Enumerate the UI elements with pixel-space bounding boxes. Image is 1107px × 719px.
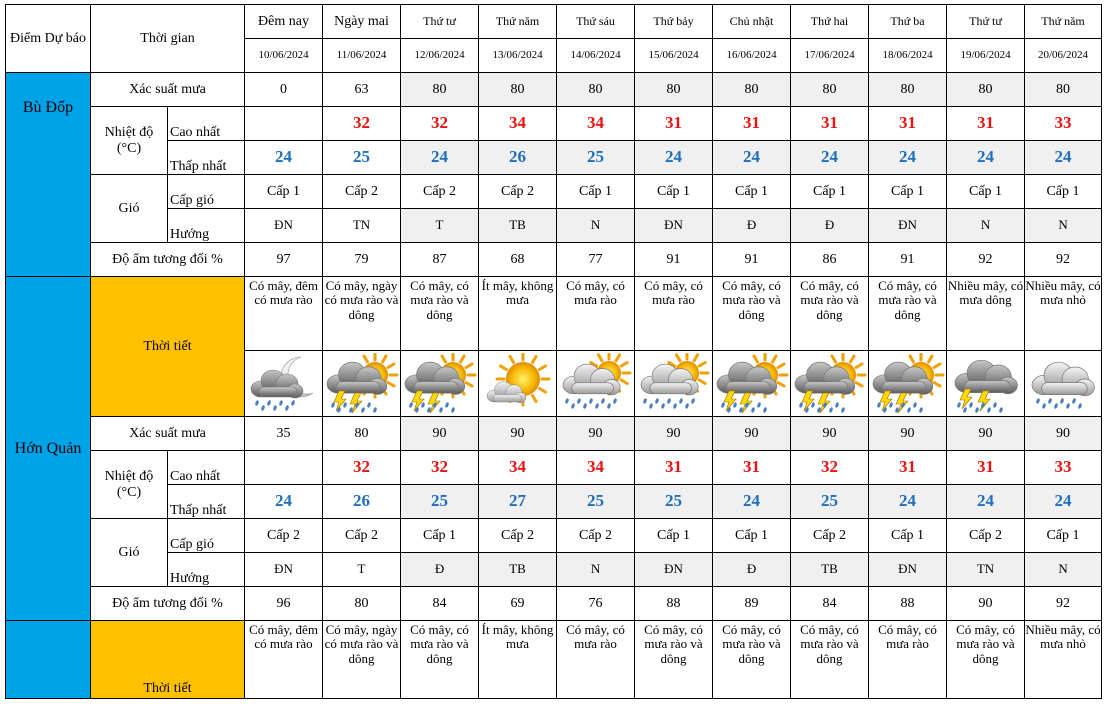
date-header: 18/06/2024 [869,39,947,73]
max-temp-value [245,107,323,141]
max-temp-value: 31 [791,107,869,141]
location-name [6,621,91,699]
weather-desc: Có mây, có mưa rào và dông [713,277,791,351]
date-header: 10/06/2024 [245,39,323,73]
wind-level-value: Cấp 2 [323,175,401,209]
min-temp-value: 24 [869,485,947,519]
table-row [6,5,1102,39]
rain-prob-value: 80 [869,73,947,107]
wind-label: Gió [91,519,168,587]
rain-prob-value: 80 [635,73,713,107]
rain-prob-value: 80 [713,73,791,107]
min-label: Thấp nhất [168,485,245,519]
day-header: Thứ ba [869,5,947,39]
max-temp-value: 31 [947,451,1025,485]
weather-icon-cell [791,351,869,417]
humidity-label: Độ ẩm tương đối % [91,243,245,277]
max-temp-value: 34 [557,107,635,141]
max-temp-value: 31 [635,107,713,141]
rain-prob-value: 90 [947,417,1025,451]
min-temp-value: 25 [635,485,713,519]
min-temp-value: 24 [947,485,1025,519]
rain-prob-value: 63 [323,73,401,107]
min-temp-value: 24 [947,141,1025,175]
sun-cloud-icon [481,353,555,415]
humidity-value: 84 [401,587,479,621]
wind-dir-value: T [401,209,479,243]
table-row [6,175,1102,209]
wind-level-value: Cấp 1 [635,519,713,553]
max-temp-value: 31 [869,107,947,141]
wind-level-value: Cấp 1 [869,519,947,553]
max-temp-value: 32 [323,107,401,141]
rain-prob-label: Xác suất mưa [91,73,245,107]
min-temp-value: 24 [635,141,713,175]
weather-desc: Có mây, có mưa rào và dông [791,621,869,699]
min-temp-value: 24 [713,141,791,175]
max-temp-value: 31 [713,451,791,485]
day-header: Ngày mai [323,5,401,39]
humidity-value: 96 [245,587,323,621]
rain-prob-value: 90 [1025,417,1102,451]
humidity-value: 69 [479,587,557,621]
wind-dir-value: N [1025,553,1102,587]
wind-dir-value: ĐN [869,209,947,243]
forecast-table-wrapper [5,4,1102,699]
rain-prob-value: 90 [479,417,557,451]
weather-icon-cell [713,351,791,417]
wind-level-value: Cấp 1 [1025,175,1102,209]
table-row [6,243,1102,277]
weather-icon-cell [401,351,479,417]
humidity-value: 84 [791,587,869,621]
sun-thunderstorm-icon [793,353,867,415]
wind-level-value: Cấp 2 [791,519,869,553]
wind-level-value: Cấp 1 [1025,519,1102,553]
max-temp-value: 31 [713,107,791,141]
min-temp-value: 24 [1025,485,1102,519]
max-temp-value: 33 [1025,107,1102,141]
wind-dir-value: TB [479,553,557,587]
day-header: Thứ tư [947,5,1025,39]
wind-dir-value: TB [791,553,869,587]
table-row [6,141,1102,175]
rain-prob-value: 80 [557,73,635,107]
table-row [6,485,1102,519]
wind-dir-value: Đ [713,553,791,587]
rain-prob-value: 90 [401,417,479,451]
location-name: Hớn Quản [6,277,91,621]
wind-dir-value: ĐN [635,553,713,587]
weather-label: Thời tiết [91,621,245,699]
weather-desc: Có mây, có mưa rào [869,621,947,699]
weather-desc: Có mây, có mưa rào và dông [869,277,947,351]
humidity-value: 91 [713,243,791,277]
date-header: 14/06/2024 [557,39,635,73]
humidity-value: 77 [557,243,635,277]
humidity-value: 92 [947,243,1025,277]
weather-desc: Có mây, có mưa rào và dông [635,621,713,699]
weather-icon-cell [557,351,635,417]
min-temp-value: 26 [323,485,401,519]
rain-prob-value: 80 [1025,73,1102,107]
table-row [6,451,1102,485]
wind-level-value: Cấp 2 [401,175,479,209]
table-row [6,277,1102,351]
wind-level-value: Cấp 1 [791,175,869,209]
weather-desc: Có mây, có mưa rào và dông [713,621,791,699]
weather-desc: Ít mây, không mưa [479,621,557,699]
min-label: Thấp nhất [168,141,245,175]
humidity-label: Độ ẩm tương đối % [91,587,245,621]
humidity-value: 92 [1025,587,1102,621]
date-header: 13/06/2024 [479,39,557,73]
rain-prob-value: 90 [557,417,635,451]
weather-desc: Có mây, đêm có mưa rào [245,621,323,699]
min-temp-value: 25 [557,141,635,175]
date-header: 16/06/2024 [713,39,791,73]
weather-desc: Ít mây, không mưa [479,277,557,351]
max-label: Cao nhất [168,451,245,485]
weather-desc: Nhiều mây, có mưa nhỏ [1025,621,1102,699]
min-temp-value: 24 [245,485,323,519]
humidity-value: 80 [323,587,401,621]
wind-dir-value: Đ [401,553,479,587]
min-temp-value: 25 [401,485,479,519]
max-temp-value: 34 [479,451,557,485]
min-temp-value: 25 [791,485,869,519]
weather-desc: Có mây, có mưa rào và dông [791,277,869,351]
sun-thunderstorm-icon [871,353,945,415]
wind-dir-value: ĐN [245,553,323,587]
min-temp-value: 24 [713,485,791,519]
weather-desc: Có mây, có mưa rào và dông [401,621,479,699]
wind-dir-value: ĐN [869,553,947,587]
max-temp-value: 32 [401,451,479,485]
humidity-value: 91 [869,243,947,277]
rain-prob-value: 90 [791,417,869,451]
wind-dir-value: TN [323,209,401,243]
max-temp-value: 31 [869,451,947,485]
rain-prob-value: 90 [635,417,713,451]
table-row [6,209,1102,243]
min-temp-value: 24 [869,141,947,175]
wind-dir-value: Đ [713,209,791,243]
wind-level-value: Cấp 1 [869,175,947,209]
wind-label: Gió [91,175,168,243]
max-temp-value: 34 [557,451,635,485]
wind-dir-value: N [557,209,635,243]
wind-dir-label: Hướng [168,209,245,243]
wind-level-value: Cấp 1 [635,175,713,209]
temp-label: Nhiệt độ (°C) [91,107,168,175]
sun-rain-icon [559,353,633,415]
table-row [6,621,1102,699]
humidity-value: 87 [401,243,479,277]
humidity-value: 68 [479,243,557,277]
weather-icon-cell [947,351,1025,417]
sun-thunderstorm-icon [325,353,399,415]
weather-desc: Có mây, ngày có mưa rào và dông [323,277,401,351]
location-name: Bù Đốp [6,73,91,277]
min-temp-value: 24 [791,141,869,175]
time-col-header: Thời gian [91,5,245,73]
day-header: Chủ nhật [713,5,791,39]
day-header: Thứ bảy [635,5,713,39]
humidity-value: 88 [869,587,947,621]
table-row [6,107,1102,141]
wind-dir-value: TB [479,209,557,243]
wind-level-value: Cấp 2 [323,519,401,553]
day-header: Thứ năm [1025,5,1102,39]
min-temp-value: 25 [323,141,401,175]
weather-desc: Có mây, ngày có mưa rào và dông [323,621,401,699]
humidity-value: 79 [323,243,401,277]
table-row [6,519,1102,553]
min-temp-value: 24 [1025,141,1102,175]
rain-prob-value: 80 [323,417,401,451]
rain-prob-value: 90 [713,417,791,451]
date-header: 17/06/2024 [791,39,869,73]
wind-level-value: Cấp 2 [947,519,1025,553]
weather-desc: Có mây, có mưa rào [557,621,635,699]
date-header: 11/06/2024 [323,39,401,73]
date-header: 19/06/2024 [947,39,1025,73]
wind-level-value: Cấp 1 [947,175,1025,209]
sun-thunderstorm-icon [403,353,477,415]
humidity-value: 90 [947,587,1025,621]
max-temp-value [245,451,323,485]
humidity-value: 76 [557,587,635,621]
wind-level-value: Cấp 1 [557,175,635,209]
rain-prob-value: 0 [245,73,323,107]
weather-icon-cell [323,351,401,417]
wind-level-value: Cấp 1 [713,175,791,209]
weather-desc: Có mây, có mưa rào [635,277,713,351]
wind-dir-value: TN [947,553,1025,587]
day-header: Thứ năm [479,5,557,39]
weather-desc: Nhiều mây, có mưa nhỏ [1025,277,1102,351]
humidity-value: 92 [1025,243,1102,277]
date-header: 20/06/2024 [1025,39,1102,73]
wind-dir-value: N [1025,209,1102,243]
rain-prob-value: 35 [245,417,323,451]
weather-icon-cell [635,351,713,417]
min-temp-value: 26 [479,141,557,175]
date-header: 12/06/2024 [401,39,479,73]
date-header: 15/06/2024 [635,39,713,73]
max-temp-value: 32 [323,451,401,485]
max-temp-value: 34 [479,107,557,141]
rain-prob-label: Xác suất mưa [91,417,245,451]
min-temp-value: 25 [557,485,635,519]
temp-label: Nhiệt độ (°C) [91,451,168,519]
weather-desc: Có mây, đêm có mưa rào [245,277,323,351]
max-temp-value: 32 [791,451,869,485]
wind-level-value: Cấp 1 [245,175,323,209]
wind-dir-value: ĐN [635,209,713,243]
weather-desc: Nhiều mây, có mưa dông [947,277,1025,351]
weather-icon-cell [869,351,947,417]
max-temp-value: 33 [1025,451,1102,485]
forecast-table [5,4,1102,699]
rain-prob-value: 80 [947,73,1025,107]
table-row [6,587,1102,621]
wind-level-value: Cấp 1 [713,519,791,553]
wind-level-value: Cấp 2 [479,519,557,553]
humidity-value: 88 [635,587,713,621]
wind-dir-value: Đ [791,209,869,243]
humidity-value: 91 [635,243,713,277]
table-row [6,73,1102,107]
wind-dir-label: Hướng [168,553,245,587]
wind-level-label: Cấp gió [168,175,245,209]
max-temp-value: 31 [947,107,1025,141]
humidity-value: 86 [791,243,869,277]
day-header: Đêm nay [245,5,323,39]
max-temp-value: 32 [401,107,479,141]
max-label: Cao nhất [168,107,245,141]
humidity-value: 97 [245,243,323,277]
weather-desc: Có mây, có mưa rào và dông [401,277,479,351]
rain-prob-value: 80 [479,73,557,107]
weather-icon-cell [1025,351,1102,417]
wind-dir-value: N [947,209,1025,243]
day-header: Thứ tư [401,5,479,39]
wind-level-label: Cấp gió [168,519,245,553]
weather-icon-cell [479,351,557,417]
wind-dir-value: ĐN [245,209,323,243]
wind-level-value: Cấp 2 [557,519,635,553]
thunderstorm-icon [949,353,1023,415]
rain-prob-value: 80 [401,73,479,107]
table-row [6,553,1102,587]
max-temp-value: 31 [635,451,713,485]
weather-icon-cell [245,351,323,417]
sun-rain-icon [637,353,711,415]
weather-desc: Có mây, có mưa rào và dông [947,621,1025,699]
wind-dir-value: T [323,553,401,587]
weather-label: Thời tiết [91,277,245,417]
wind-level-value: Cấp 2 [479,175,557,209]
wind-level-value: Cấp 1 [401,519,479,553]
wind-dir-value: N [557,553,635,587]
min-temp-value: 24 [245,141,323,175]
weather-desc: Có mây, có mưa rào [557,277,635,351]
rain-prob-value: 80 [791,73,869,107]
night-rain-icon [247,353,321,415]
wind-level-value: Cấp 2 [245,519,323,553]
location-col-header: Điểm Dự báo [6,5,91,73]
day-header: Thứ hai [791,5,869,39]
min-temp-value: 24 [401,141,479,175]
day-header: Thứ sáu [557,5,635,39]
table-row [6,417,1102,451]
light-rain-icon [1026,353,1100,415]
sun-thunderstorm-icon [715,353,789,415]
min-temp-value: 27 [479,485,557,519]
humidity-value: 89 [713,587,791,621]
rain-prob-value: 90 [869,417,947,451]
